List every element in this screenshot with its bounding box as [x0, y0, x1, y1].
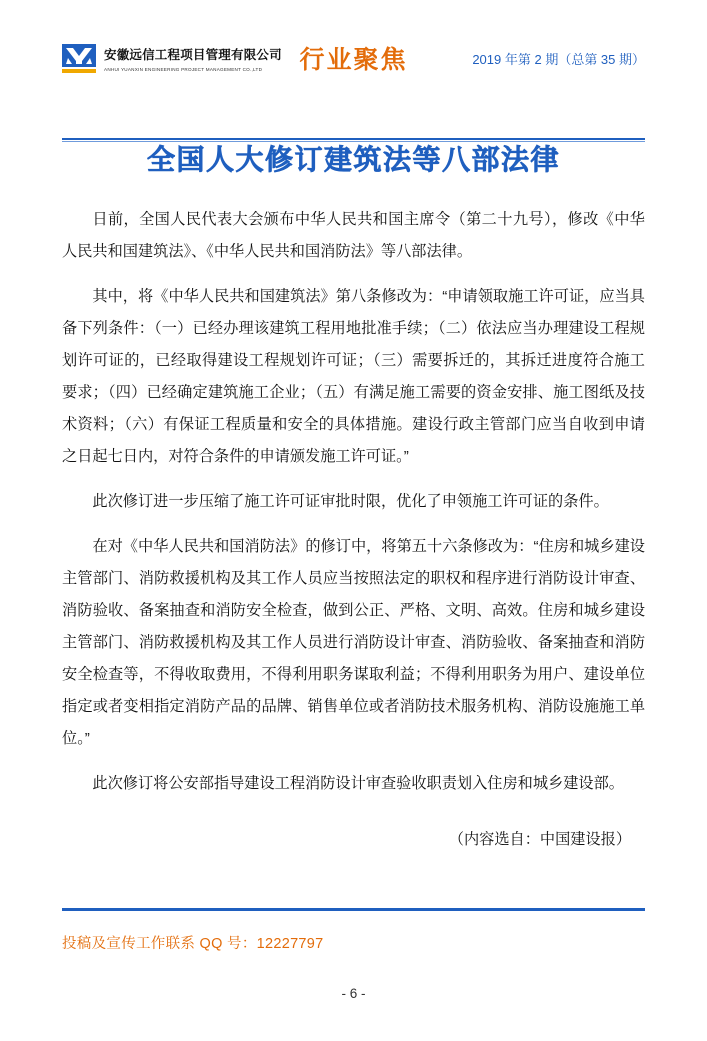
- article-body: [62, 204, 645, 800]
- paragraph: 此次修订将公安部指导建设工程消防设计审查验收职责划入住房和城乡建设部。: [92, 775, 624, 792]
- section-title: 行业聚焦: [299, 45, 408, 74]
- company-name-block: [104, 46, 282, 72]
- company-logo: [62, 42, 282, 74]
- paragraph: 其中，将《中华人民共和国建筑法》第八条修改为：“申请领取施工许可证，应当具备下列条件：（一）已经办理该建筑工程用地批准手续；（二）依法应当办理建设工程规划许可证的，已经取得建设工程规划许可证；（三）需要拆迁的，其拆迁进度符合施工要求；（四）已经确定建筑施工企业；（五）有满足施工需要的资金安排、施工图纸及技术资料；（六）有保证工程质量和安全的具体措施。建设行政主管部门应当自收到申请之日起七日内，对符合条件的申请颁发施工许可证。”: [62, 288, 645, 465]
- paragraph: 在对《中华人民共和国消防法》的修订中，将第五十六条修改为：“住房和城乡建设主管部门、消防救援机构及其工作人员应当按照法定的职权和程序进行消防设计审查、消防验收、备案抽查和消防安全检查，做到公正、严格、文明、高效。住房和城乡建设主管部门、消防救援机构及其工作人员进行消防设计审查、消防验收、备案抽查和消防安全检查等，不得收取费用，不得利用职务谋取利益；不得利用职务为用户、建设单位指定或者变相指定消防产品的品牌、销售单位或者消防技术服务机构、消防设施施工单位。”: [62, 538, 645, 747]
- paragraph: 日前，全国人民代表大会颁布中华人民共和国主席令（第二十九号），修改《中华人民共和国建筑法》、《中华人民共和国消防法》等八部法律。: [62, 211, 645, 260]
- paragraph: 此次修订进一步压缩了施工许可证审批时限，优化了申领施工许可证的条件。: [92, 493, 609, 510]
- issue-label: 2019 年第 2 期（总第 35 期）: [472, 52, 645, 67]
- header-divider-thin: [62, 141, 645, 142]
- logo-mark-icon: [62, 44, 96, 74]
- page-header: [62, 42, 645, 104]
- header-divider: [62, 138, 645, 140]
- footer-divider: [62, 908, 645, 911]
- company-name-cn: 安徽远信工程项目管理有限公司: [104, 48, 282, 63]
- article-source: （内容选自：中国建设报）: [448, 831, 631, 848]
- page-number: - 6 -: [341, 986, 366, 1001]
- document-page: [0, 42, 707, 1041]
- company-name-en: ANHUI YUANXIN ENGINEERING PROJECT MANAGEMENT CO.,LTD: [104, 66, 263, 72]
- article-title: 全国人大修订建筑法等八部法律: [146, 143, 560, 176]
- footer-contact: 投稿及宣传工作联系 QQ 号：12227797: [62, 936, 324, 952]
